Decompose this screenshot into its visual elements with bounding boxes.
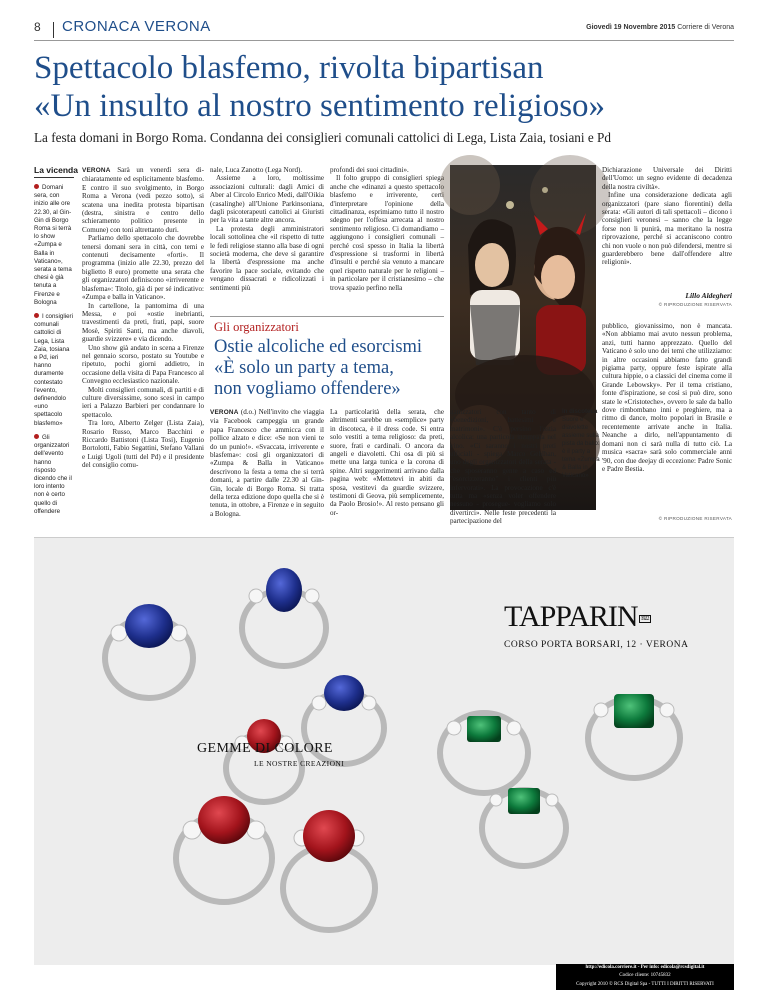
article2-col1: VERONA (d.o.) Nell'invito che viaggia via Facebook campeggia un grande papa Francesco che ammicca con il pollice alzato e dice: «Se non vieni te do un punio!». «Svaccata, irriverente e blasfema»: così gli organizzatori di «Zumpa & Balla in Vaticano» descrivono la festa a tema che si terrà domani, a partire dalle 22.30 al Gin-Gin, locale di Borgo Roma. Si tratta della terza edizione dopo quella che si è tenuta, in ottobre, a Firenze e in seguito a Bologna.	[210, 408, 324, 518]
article1-col1: VERONA Sarà un venerdì sera di-chiaratamente ed esplicitamente blasfemo. E contro il suo svolgimento, in Borgo Roma a Verona (vedi pezzo sotto), si scatena una inedita protesta bipartisan (destra, sinistra e centro dello schieramento politico presente in Comune) con toni altrettanto duri. Parliamo dello spettacolo che dovrebbe tenersi domani sera in città, con temi e contenuti decisamente «forti». Il programma (inizio alle 22.30, prezzo del biglietto 8 euro) promette una serata che gli organizzatori definiscono «irriverente e blasfema»: Titolo, già di per sé indicativo: «Zumpa e balla in Vaticano». In cartellone, la pantomima di una Messa, e poi «ostie inebrianti, travestimenti da preti, frati, papi, suore Mosè, Spiriti Santi, ma anche diavoli, guardie svizzere» e via dicendo. Uno show già andato in scena a Firenze nel gennaio scorso, postato su Youtube e ripetuto, pochi giorni addietro, in occasione della visita di Papa Francesco al Convegno ecclesiastico nazionale. Molti consiglieri comunali, di partiti e di culture diversissime, sono scesi in campo ieri a Palazzo Barbieri per condannare lo spettacolo. Tra loro, Alberto Zelger (Lista Zaia), Rosario Russo, Marco Bacchini e Riccardo Battistoni (Lista Tosi), Eugenio Bortolotti, Fabio Segattini, Stefano Vallani e Luigi Ugoli (tutti del Pd) e il presidente del consiglio comu-	[82, 166, 204, 470]
article1-col4: Dichiarazione Universale dei Diritti dell'Uomo: un segno evidente di decadenza della nostra civiltà». Infine una considerazione dedicata agli organizzatori (pare siano fiorentini) della serata: «Gli autori di tali spettacoli – dicono i consiglieri veronesi – sanno che la legge forse non li punirà, ma meritano la nostra riprovazione, perché si accaniscono contro chi non vuole o non può difendersi, mentre si guarderebbero bene dall'offendere altre religioni».	[602, 166, 732, 267]
article2-col4: pubblico, giovanissimo, non è mancata. «Non abbiamo mai avuto nessun problema, anzi, tutti hanno apprezzato. Quello del Vaticano è solo uno dei temi che utilizziamo: in altre occasioni abbiamo fatto grandi pigiama party, oppure feste ispirate alla cultura hippie, o a classici del cinema come il Grande Lebowsky». Per il tema cristiano, fonte d'ispirazione, se così si può dire, sono state le «Cristoteche», ovvero le sale da ballo dove rimbombano inni e preghiere, ma a ritmo di dance, molto popolari in Brasile e recentemente arrivate anche in Italia. Neanche a dirlo, nell'appuntamento di domani non ci sarà nulla di tutto ciò. La musica «sacra» sarà solo commerciale anni '90, con due deejay di eccezione: Padre Sonic e Padre Bestia.	[602, 322, 732, 473]
article1-col2: nale, Luca Zanotto (Lega Nord). Assieme a loro, moltissime associazioni culturali: dagli Amici di Aber al Circolo Enrico Medi, dall'Oikia (casalinghe) all'Unione Parkinsoniana, dagli psicoterapeuti cattolici ai Giuristi per la vita a tante altre ancora. La protesta degli amministratori locali sottolinea che «il rispetto di tutte le fedi religiose stanno alla base di ogni società moderna, che deve sì garantire la libertà d'espressione ma anche favorire la pace sociale, evitando che vengano dissacrati e ridicolizzati i sentimenti più	[210, 166, 324, 292]
sidebar-title: La vicenda	[34, 165, 74, 178]
header-divider-vertical	[53, 22, 54, 38]
article2-title-line3: non vogliamo offendere»	[214, 379, 401, 399]
header-rule	[34, 40, 734, 41]
ad-brand-year: 1922	[640, 616, 649, 623]
headline-line1: Spettacolo blasfemo, rivolta bipartisan	[34, 50, 544, 86]
ruby-ring-icon	[283, 810, 375, 930]
issue-date	[586, 24, 734, 31]
location-tag: VERONA	[210, 409, 239, 416]
headline-subtitle: La festa domani in Borgo Roma. Condanna dei consiglieri comunali cattolici di Lega, Lista Zaia, tosiani e Pd	[34, 130, 611, 145]
article2-kicker: Gli organizzatori	[214, 320, 299, 334]
ad-subtitle: LE NOSTRE CREAZIONI	[254, 759, 345, 768]
photo-caption: In discoteca Suore e diavolette assieme sulla pista da ballo: è il party a tema «Zumpa & Balla in Vaticano»	[562, 408, 600, 479]
sidebar-box	[34, 165, 78, 515]
article1-col3: profondi dei suoi cittadini». Il folto gruppo di consiglieri spiega anche che «dinanzi a questo spettacolo blasfemo e irriverente, certi d'interpretare l'opinione della cittadinanza, esprimiamo tutto il nostro sdegno per l'offesa arrecata al nostro sentimento religioso. Ci domandiamo – aggiungono i consiglieri comunali – perché così spesso in Italia la libertà d'espressione si trasformi in libertà d'insulti e perché sia venuto a mancare quel rispetto naturale per le religioni – in particolare per il cristianesimo – che trova spazio perfino nella	[330, 166, 444, 292]
paper-name: Corriere di Verona	[677, 24, 734, 31]
article2-title-line2: «È solo un party a tema,	[214, 358, 394, 378]
ad-brand-logo	[504, 600, 651, 634]
ad-brand: TAPPARIN	[504, 600, 638, 633]
bullet-icon	[34, 313, 39, 318]
sidebar-item: Gli organizzatori dell'evento hanno risposto dicendo che il loro intento non è certo quello di offendere	[34, 433, 72, 515]
ad-address: CORSO PORTA BORSARI, 12 · VERONA	[504, 640, 689, 650]
emerald-ring-icon	[588, 694, 680, 778]
page-number: 8	[34, 20, 41, 34]
sapphire-ring-icon	[242, 568, 326, 666]
photo-caption-title: In discoteca	[562, 408, 598, 415]
footer-line2: Codice cliente: 10745832	[619, 973, 671, 979]
article2-col3: ganizzatori con tanto di «benedizioni, battesimi e matrimoni». C'è persino l'ostia alcolica: una particola inzuppata nel vino. «Ci saranno i nostri preti ufficiali - spiega Marco Gehlhan, uno degli organizzatori della serata - che sposeranno gente a caso ed "esorcizzeranno" i clienti più infervorati». La provocazione c'è tutta ma «senza voler offendere nessuno - prosegue- vogliamo solo divertirci». Nelle feste precedenti la partecipazione del	[450, 408, 556, 526]
headline-line2: «Un insulto al nostro sentimento religioso»	[34, 88, 606, 124]
article2-title-line1: Ostie alcoliche ed esorcismi	[214, 337, 423, 357]
section-title: CRONACA VERONA	[62, 18, 211, 35]
bullet-icon	[34, 184, 39, 189]
footer-box	[556, 964, 734, 990]
date: Giovedì 19 Novembre 2015	[586, 24, 676, 31]
ruby-ring-icon	[176, 796, 272, 902]
article1-author: Lillo Aldegheri	[685, 291, 732, 300]
footer-line3: Copyright 2010 © RCS Digital Spa - TUTTI I DIRITTI RISERVATI	[576, 981, 714, 987]
article2-repro: © RIPRODUZIONE RISERVATA	[658, 516, 732, 521]
article1-repro: © RIPRODUZIONE RISERVATA	[658, 302, 732, 307]
bullet-icon	[34, 434, 39, 439]
article2-rule	[210, 316, 444, 317]
emerald-ring-icon	[482, 788, 566, 866]
sapphire-ring-icon	[105, 604, 193, 698]
article2-col2: La particolarità della serata, che altrimenti sarebbe un «semplice» party in discoteca, è il dress code. Si entra solo vestiti a tema religioso: da preti, suore, frati e cardinali. O ancora da angeli e diavoletti. Chi osa di più si mette una larga tunica e la corona di spine. Altri suggerimenti arrivano dalla pagina web: «Mettetevi in abiti da sposa, vestitevi da guardie svizzere, testimoni di Geova, più semplicemente, da Paolo Brosio!». Al resto pensano gli or-	[330, 408, 444, 517]
sidebar-item: I consiglieri comunali cattolici di Lega, Lista Zaia, tosiana e Pd, ieri hanno duramente contestato l'evento, definendolo «uno spettacolo blasfemo»	[34, 313, 73, 427]
ad-title: GEMME DI COLORE	[197, 741, 333, 756]
location-tag: VERONA	[82, 167, 111, 174]
sidebar-item: Domani sera, con inizio alle ore 22.30, al Gin-Gin di Borgo Roma si terrà lo show «Zumpa e Balla in Vaticano», serata a tema chesi è già tenuta a Firenze e Bologna	[34, 184, 72, 306]
footer-line1: http://edicola.corriere.it - Per info: edicola@rcsdigital.it	[585, 965, 705, 970]
jewelry-ad	[34, 537, 734, 965]
emerald-ring-icon	[440, 713, 528, 793]
